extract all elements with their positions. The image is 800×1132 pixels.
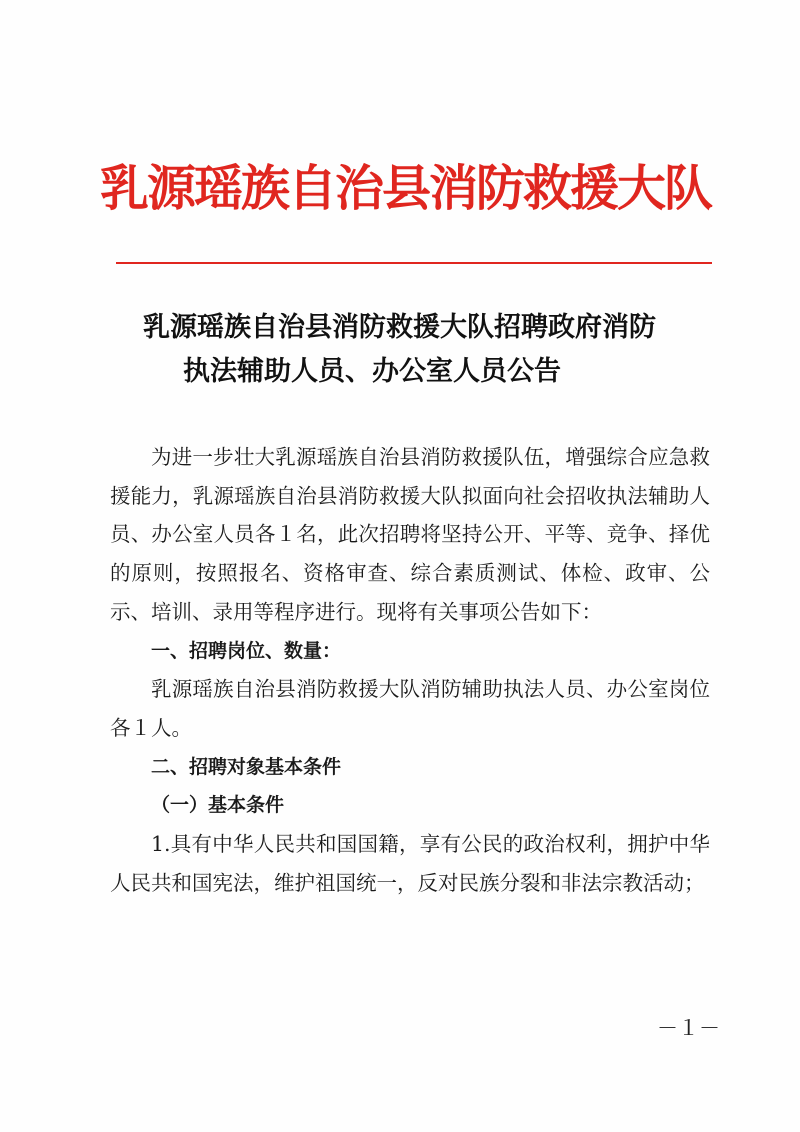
page-number: －１－ bbox=[657, 1016, 720, 1040]
document-title-line-1: 乳源瑶族自治县消防救援大队招聘政府消防 bbox=[143, 312, 656, 343]
letterhead-red-rule bbox=[116, 262, 712, 264]
section-2-heading: 二、招聘对象基本条件 bbox=[151, 755, 342, 778]
section-2-subheading: （一）基本条件 bbox=[151, 794, 285, 817]
letterhead-title: 乳源瑶族自治县消防救援大队 bbox=[100, 159, 712, 217]
section-2-item-1: 1.具有中华人民共和国国籍，享有公民的政治权利，拥护中华人民共和国宪法，维护祖国统一，反对民族分裂和非法宗教活动； bbox=[110, 832, 710, 895]
section-1-paragraph: 乳源瑶族自治县消防救援大队消防辅助执法人员、办公室岗位各１人。 bbox=[110, 677, 710, 740]
intro-paragraph: 为进一步壮大乳源瑶族自治县消防救援队伍，增强综合应急救援能力，乳源瑶族自治县消防救援大队拟面向社会招收执法辅助人员、办公室人员各１名，此次招聘将坚持公开、平等、竞争、择优的原则，按照报名、资格审查、综合素质测试、体检、政审、公示、培训、录用等程序进行。现将有关事项公告如下： bbox=[110, 445, 710, 624]
section-1-heading: 一、招聘岗位、数量： bbox=[151, 639, 342, 662]
document-body bbox=[110, 438, 710, 902]
document-title bbox=[100, 306, 700, 394]
document-title-line-2: 执法辅助人员、办公室人员公告 bbox=[183, 356, 561, 387]
